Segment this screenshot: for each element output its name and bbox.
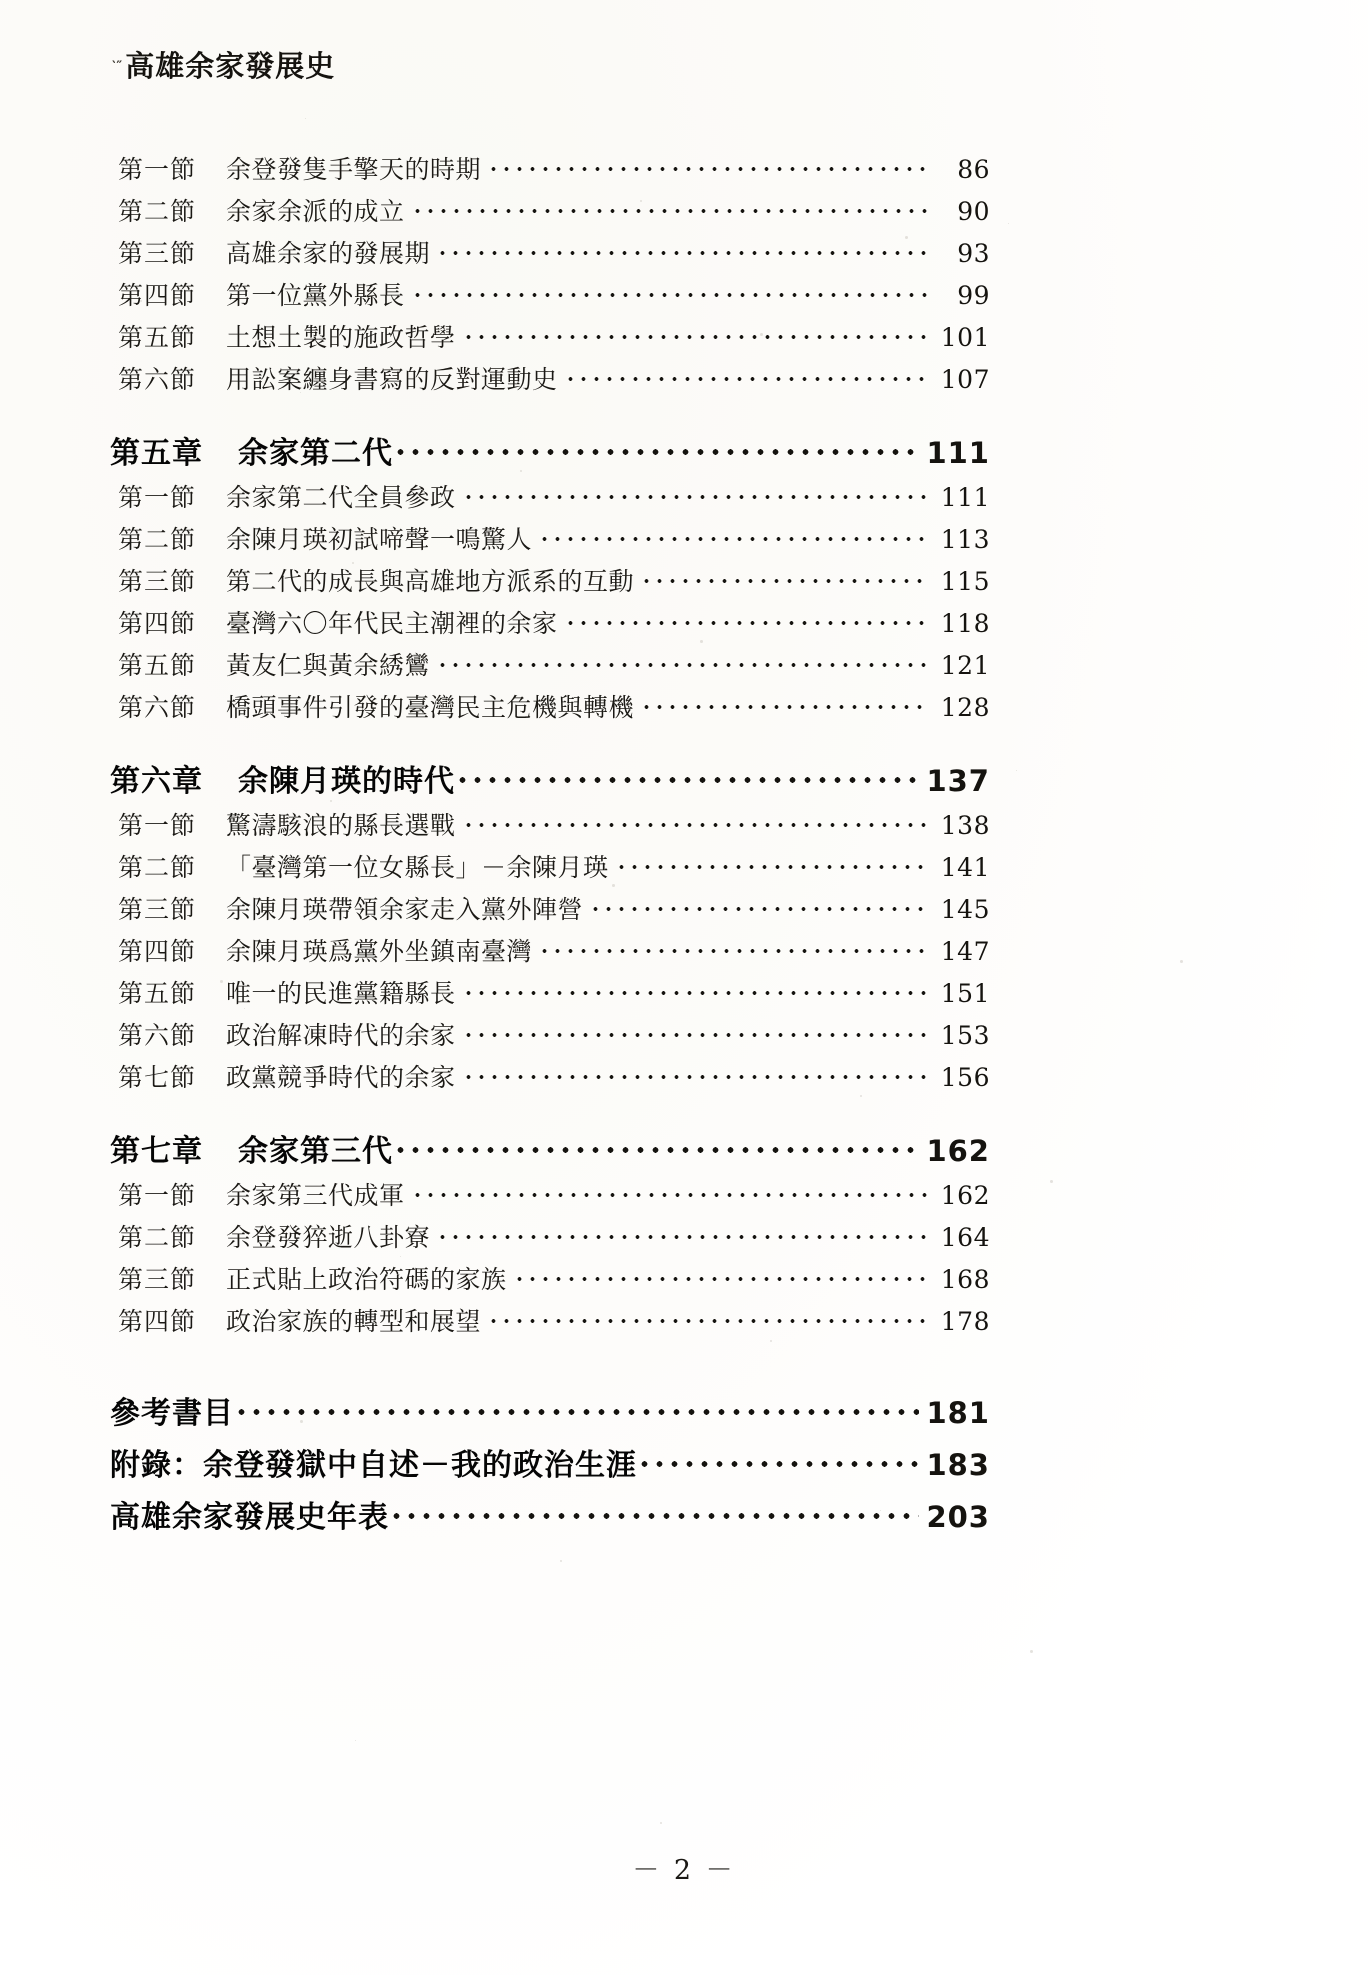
toc-entry[interactable] [118, 890, 990, 932]
entry-title: 臺灣六〇年代民主潮裡的余家 [226, 609, 558, 638]
entry-title: 余家第三代成軍 [226, 1181, 405, 1210]
entry-title: 「臺灣第一位女縣長」－余陳月瑛 [226, 853, 609, 882]
toc-entry[interactable] [118, 150, 990, 192]
entry-title: 正式貼上政治符碼的家族 [226, 1265, 507, 1294]
entry-page: 99 [957, 281, 990, 310]
toc-back-matter [110, 1388, 990, 1544]
running-header-title: 高雄余家發展史 [125, 49, 336, 83]
toc-group-chapter-five [110, 428, 990, 730]
toc-chapter-entry[interactable] [110, 756, 990, 806]
entry-number: 第二節 [118, 197, 197, 226]
toc-backmatter-entry[interactable] [110, 1492, 990, 1544]
toc-entry[interactable] [118, 974, 990, 1016]
entry-number: 第二節 [118, 853, 197, 882]
toc-entry[interactable] [118, 360, 990, 402]
entry-title: 余陳月瑛爲黨外坐鎮南臺灣 [226, 937, 533, 966]
entry-title: 土想土製的施政哲學 [226, 323, 456, 352]
dot-leader [436, 237, 927, 262]
entry-page: 128 [940, 693, 990, 722]
chapter-page: 111 [926, 436, 990, 470]
spacer [118, 730, 990, 756]
toc-entry[interactable] [118, 1176, 990, 1218]
entry-number: 第一節 [118, 483, 197, 512]
toc-entry[interactable] [118, 562, 990, 604]
entry-title: 第二代的成長與高雄地方派系的互動 [226, 567, 635, 596]
table-of-contents [110, 150, 990, 1544]
entry-number: 第二節 [118, 525, 197, 554]
entry-page: 178 [940, 1307, 990, 1336]
toc-backmatter-entry[interactable] [110, 1388, 990, 1440]
toc-entry[interactable] [118, 1260, 990, 1302]
entry-number: 第三節 [118, 895, 197, 924]
entry-title: 黃友仁與黃余綉鸞 [226, 651, 431, 680]
toc-entry[interactable] [118, 1302, 990, 1344]
dot-leader [411, 1179, 927, 1204]
entry-title: 政黨競爭時代的余家 [226, 1063, 456, 1092]
toc-entry[interactable] [118, 806, 990, 848]
dot-leader [564, 363, 927, 388]
entry-page: 86 [957, 155, 990, 184]
entry-title: 橋頭事件引發的臺灣民主危機與轉機 [226, 693, 635, 722]
backmatter-title: 附錄：余登發獄中自述－我的政治生涯 [110, 1448, 637, 1483]
toc-entry[interactable] [118, 276, 990, 318]
toc-chapter-entry[interactable] [110, 1126, 990, 1176]
dot-leader [640, 565, 927, 590]
dot-leader [640, 691, 927, 716]
toc-entry[interactable] [118, 848, 990, 890]
entry-number: 第六節 [118, 1021, 197, 1050]
toc-group-chapter-four-sections [118, 150, 990, 402]
entry-number: 第七節 [118, 1063, 197, 1092]
dot-leader [455, 761, 919, 791]
entry-number: 第六節 [118, 365, 197, 394]
entry-page: 156 [940, 1063, 990, 1092]
entry-page: 118 [940, 609, 990, 638]
entry-number: 第三節 [118, 1265, 197, 1294]
entry-title: 高雄余家的發展期 [226, 239, 431, 268]
entry-title: 余家余派的成立 [226, 197, 405, 226]
dot-leader [462, 481, 927, 506]
entry-number: 第一節 [118, 1181, 197, 1210]
dot-leader [589, 893, 927, 918]
entry-title: 余陳月瑛帶領余家走入黨外陣營 [226, 895, 584, 924]
backmatter-title: 高雄余家發展史年表 [110, 1500, 389, 1535]
dot-leader [234, 1393, 919, 1423]
entry-page: 168 [940, 1265, 990, 1294]
dot-leader [389, 1497, 919, 1527]
toc-entry[interactable] [118, 192, 990, 234]
toc-group-chapter-six [110, 756, 990, 1100]
dot-leader [436, 1221, 927, 1246]
dot-leader [411, 279, 927, 304]
toc-chapter-entry[interactable] [110, 428, 990, 478]
entry-title: 余登發猝逝八卦寮 [226, 1223, 431, 1252]
entry-number: 第五節 [118, 979, 197, 1008]
dot-leader [513, 1263, 927, 1288]
entry-title: 余登發隻手擎天的時期 [226, 155, 482, 184]
dot-leader [393, 433, 919, 463]
dot-leader [462, 1019, 927, 1044]
chapter-title: 余陳月瑛的時代 [238, 764, 455, 799]
entry-page: 93 [957, 239, 990, 268]
chapter-page: 162 [926, 1134, 990, 1168]
dot-leader [487, 1305, 927, 1330]
toc-entry[interactable] [118, 646, 990, 688]
entry-title: 唯一的民進黨籍縣長 [226, 979, 456, 1008]
chapter-title: 余家第二代 [238, 436, 393, 471]
chapter-number: 第五章 [110, 436, 203, 471]
chapter-page: 137 [926, 764, 990, 798]
toc-entry[interactable] [118, 1016, 990, 1058]
toc-entry[interactable] [118, 318, 990, 360]
dot-leader [538, 935, 927, 960]
toc-entry[interactable] [118, 688, 990, 730]
entry-page: 141 [940, 853, 990, 882]
entry-number: 第五節 [118, 323, 197, 352]
dot-leader [393, 1131, 919, 1161]
header-mark-icon: ‵″ [112, 59, 124, 74]
backmatter-page: 203 [926, 1500, 990, 1534]
entry-page: 145 [940, 895, 990, 924]
toc-entry[interactable] [118, 520, 990, 562]
spacer [118, 1100, 990, 1126]
toc-entry[interactable] [118, 1058, 990, 1100]
entry-number: 第四節 [118, 281, 197, 310]
dot-leader [462, 1061, 927, 1086]
spacer [118, 402, 990, 428]
entry-number: 第三節 [118, 567, 197, 596]
running-header [112, 44, 335, 85]
spacer [118, 1344, 990, 1388]
entry-page: 164 [940, 1223, 990, 1252]
entry-number: 第五節 [118, 651, 197, 680]
entry-page: 162 [940, 1181, 990, 1210]
backmatter-title: 參考書目 [110, 1396, 234, 1431]
entry-page: 90 [957, 197, 990, 226]
entry-title: 余家第二代全員參政 [226, 483, 456, 512]
toc-entry[interactable] [118, 604, 990, 646]
entry-number: 第一節 [118, 155, 197, 184]
entry-page: 153 [940, 1021, 990, 1050]
dot-leader [564, 607, 927, 632]
entry-page: 121 [940, 651, 990, 680]
toc-entry[interactable] [118, 234, 990, 276]
toc-entry[interactable] [118, 932, 990, 974]
entry-page: 111 [940, 483, 990, 512]
entry-page: 115 [940, 567, 990, 596]
entry-page: 113 [940, 525, 990, 554]
dot-leader [462, 321, 927, 346]
entry-page: 107 [940, 365, 990, 394]
dot-leader [538, 523, 927, 548]
chapter-number: 第六章 [110, 764, 203, 799]
entry-title: 余陳月瑛初試啼聲一鳴驚人 [226, 525, 533, 554]
dot-leader [462, 977, 927, 1002]
backmatter-page: 181 [926, 1396, 990, 1430]
toc-entry[interactable] [118, 1218, 990, 1260]
toc-group-chapter-seven [110, 1126, 990, 1344]
entry-number: 第四節 [118, 1307, 197, 1336]
entry-page: 138 [940, 811, 990, 840]
toc-backmatter-entry[interactable] [110, 1440, 990, 1492]
entry-page: 101 [940, 323, 990, 352]
dot-leader [637, 1445, 919, 1475]
entry-title: 驚濤駭浪的縣長選戰 [226, 811, 456, 840]
entry-number: 第四節 [118, 937, 197, 966]
entry-number: 第六節 [118, 693, 197, 722]
entry-page: 147 [940, 937, 990, 966]
dot-leader [615, 851, 927, 876]
dot-leader [487, 153, 927, 178]
chapter-title: 余家第三代 [238, 1134, 393, 1169]
dot-leader [462, 809, 927, 834]
entry-number: 第四節 [118, 609, 197, 638]
entry-title: 政治解凍時代的余家 [226, 1021, 456, 1050]
dot-leader [411, 195, 927, 220]
entry-title: 政治家族的轉型和展望 [226, 1307, 482, 1336]
entry-number: 第二節 [118, 1223, 197, 1252]
entry-title: 第一位黨外縣長 [226, 281, 405, 310]
page-folio: － 2 － [632, 1855, 736, 1886]
chapter-number: 第七章 [110, 1134, 203, 1169]
toc-entry[interactable] [118, 478, 990, 520]
entry-number: 第一節 [118, 811, 197, 840]
dot-leader [436, 649, 927, 674]
entry-number: 第三節 [118, 239, 197, 268]
backmatter-page: 183 [926, 1448, 990, 1482]
entry-title: 用訟案纏身書寫的反對運動史 [226, 365, 558, 394]
entry-page: 151 [940, 979, 990, 1008]
